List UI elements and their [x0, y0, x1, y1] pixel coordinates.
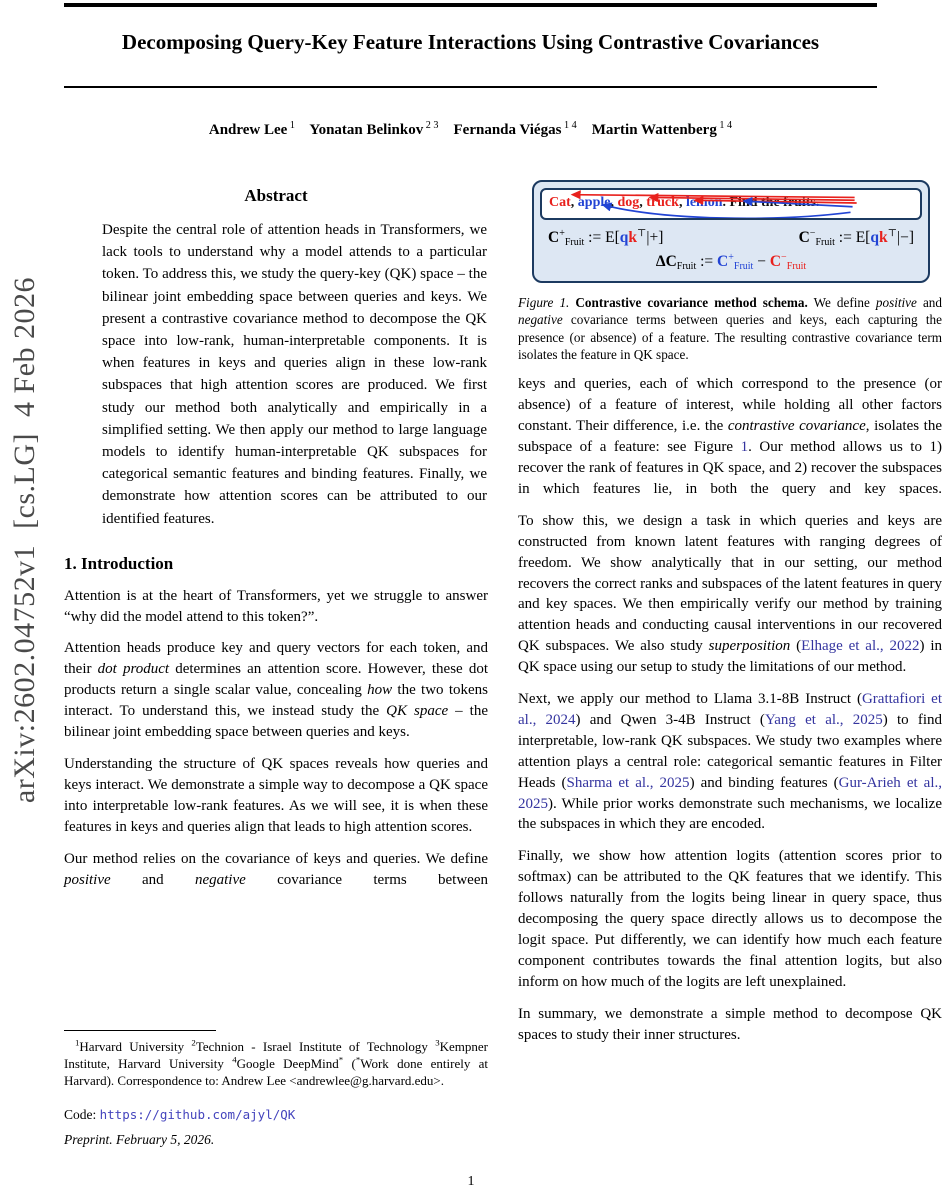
footnote-affiliations: $^1$Harvard University $^2$Technion - Israel Institute of Technology $^3$Kempner Institute, Harvard University $^4$Google DeepMind* (*Work done entirely at Harvard). Correspondence to: Andrew Lee <andrewlee@g.harvard.edu>.	[64, 1037, 488, 1088]
paper-title: Decomposing Query-Key Feature Interactions Using Contrastive Covariances	[121, 30, 820, 54]
preprint-note: Preprint. February 5, 2026.	[64, 1131, 215, 1147]
right-paragraph-2: To show this, we design a task in which queries and keys are constructed from known latent features with ranging degrees of freedom. We show analytically that in our setting, our method recovers the correct ranks and subspaces of the latent features in query and key spaces. We then empirically verify our method by training attention heads and conducting causal interventions in our recovered QK subspaces. We also study superposition (Elhage et al., 2022) in QK space using our setup to study the limitations of our method.	[518, 512, 942, 676]
footnote-block	[64, 1030, 488, 1151]
intro-paragraph-2: Attention heads produce key and query vectors for each token, and their dot product determines an attention score. However, these dot products return a single scalar value, concealing how the two tokens interact. To understand this, we instead study the QK space – the bilinear joint embedding space between queries and keys.	[64, 640, 488, 741]
figure-example-sentence	[540, 188, 922, 220]
intro-paragraph-1: Attention is at the heart of Transformers, yet we struggle to answer “why did the model attend to this token?”.	[64, 587, 488, 625]
left-column	[64, 178, 488, 1178]
figure-math-row	[540, 220, 922, 249]
citation-link[interactable]: Yang et al., 2025	[764, 711, 883, 728]
title-rule-top	[64, 3, 877, 7]
figure-sentence-words: Cat, apple, dog, truck, lemon. Find the fruits.	[549, 195, 820, 210]
code-label: Code:	[64, 1107, 100, 1122]
abstract-text: Despite the central role of attention heads in Transformers, we lack tools to understand why a model attends to a particular token. To address this, we study the query-key (QK) space – the bilinear joint embedding space between queries and keys. We present a contrastive covariance method to decompose the QK space into low-rank, human-interpretable components. It is when features in keys and queries align in these low-rank subspaces that high attention scores are produced. We first study our method both analytically and empirically in a simplified setting. We then apply our method to large language models to identify human-interpretable QK subspaces for categorical semantic features and binding features. Finally, we demonstrate how attention scores can be attributed to our identified features.	[102, 221, 487, 527]
right-paragraph-3: Next, we apply our method to Llama 3.1-8B Instruct (Grattafiori et al., 2024) and Qwen 3-4B Instruct (Yang et al., 2025) to find interpretable, low-rank QK subspaces. We study two examples where attention plays a central role: categorical semantic features in Filter Heads (Sharma et al., 2025) and binding features (Gur-Arieh et al., 2025). While prior works demonstrate such mechanisms, we localize the subspaces in which they are encoded.	[518, 691, 942, 833]
code-line	[64, 1105, 488, 1126]
figure-math-center	[540, 249, 922, 274]
negative-covariance-formula: C−Fruit := E[qk⊤|−]	[798, 227, 914, 248]
citation-link[interactable]: Gur-Arieh et al., 2025	[518, 774, 942, 812]
right-column	[518, 172, 942, 1182]
right-paragraph-4: Finally, we show how attention logits (attention scores prior to softmax) can be attributed to the QK features that we identify. This follows naturally from the logits being linear in query space, thus decomposing the query space directly allows us to decompose the logit space. Put differently, we can identify how much each feature component contributes towards the final attention logits, but also inform on how much of the logits are left unexplained.	[518, 848, 942, 990]
contrastive-covariance-formula: ΔCFruit := C+Fruit − C−Fruit	[655, 251, 807, 272]
intro-paragraph-3: Understanding the structure of QK spaces reveals how queries and keys interact. We demonstrate a simple way to decompose a QK space into interpretable low-rank features. As we will see, it is when these features in keys and queries align that leads to high attention scores.	[64, 756, 488, 835]
figure-caption: Figure 1. Contrastive covariance method schema. We define positive and negative covariance terms between queries and keys, each capturing the presence (or absence) of a feature. The resulting contrastive covariance term isolates the feature in QK space.	[518, 294, 942, 362]
author-line: Andrew Lee $^1$ Yonatan Belinkov $^{2 3}$ Fernanda Viégas $^{1 4}$ Martin Wattenberg $^{1 4}$	[208, 120, 733, 138]
right-paragraph-1: keys and queries, each of which correspond to the presence (or absence) of a feature of interest, while holding all other factors constant. Their difference, i.e. the contrastive covariance, isolates the subspace of a feature: see Figure 1. Our method allows us to 1) recover the rank of features in QK space, and 2) recover the subspaces in which features lie, in both the query and key spaces.	[518, 376, 942, 497]
positive-covariance-formula: C+Fruit := E[qk⊤|+]	[548, 227, 664, 248]
intro-paragraph-4: Our method relies on the covariance of keys and queries. We define positive and negative covariance terms between	[64, 850, 488, 888]
abstract-heading: Abstract	[244, 186, 308, 205]
figure-1	[532, 180, 930, 283]
citation-link[interactable]: Sharma et al., 2025	[566, 774, 690, 791]
figure-ref[interactable]: 1	[740, 439, 749, 456]
citation-link[interactable]: Elhage et al., 2022	[801, 638, 920, 655]
arxiv-watermark: arXiv:2602.04752v1 [cs.LG] 4 Feb 2026	[8, 276, 41, 804]
citation-link[interactable]: Grattafiori et al., 2024	[518, 691, 942, 728]
title-rule-bottom	[64, 86, 877, 88]
section-heading-introduction: 1. Introduction	[64, 553, 174, 573]
footnote-rule	[64, 1030, 216, 1031]
right-paragraph-5: In summary, we demonstrate a simple method to decompose QK spaces to study their inner structures.	[518, 1005, 942, 1043]
page-number: 1	[467, 1174, 475, 1189]
github-link[interactable]: https://github.com/ajyl/QK	[99, 1107, 296, 1122]
